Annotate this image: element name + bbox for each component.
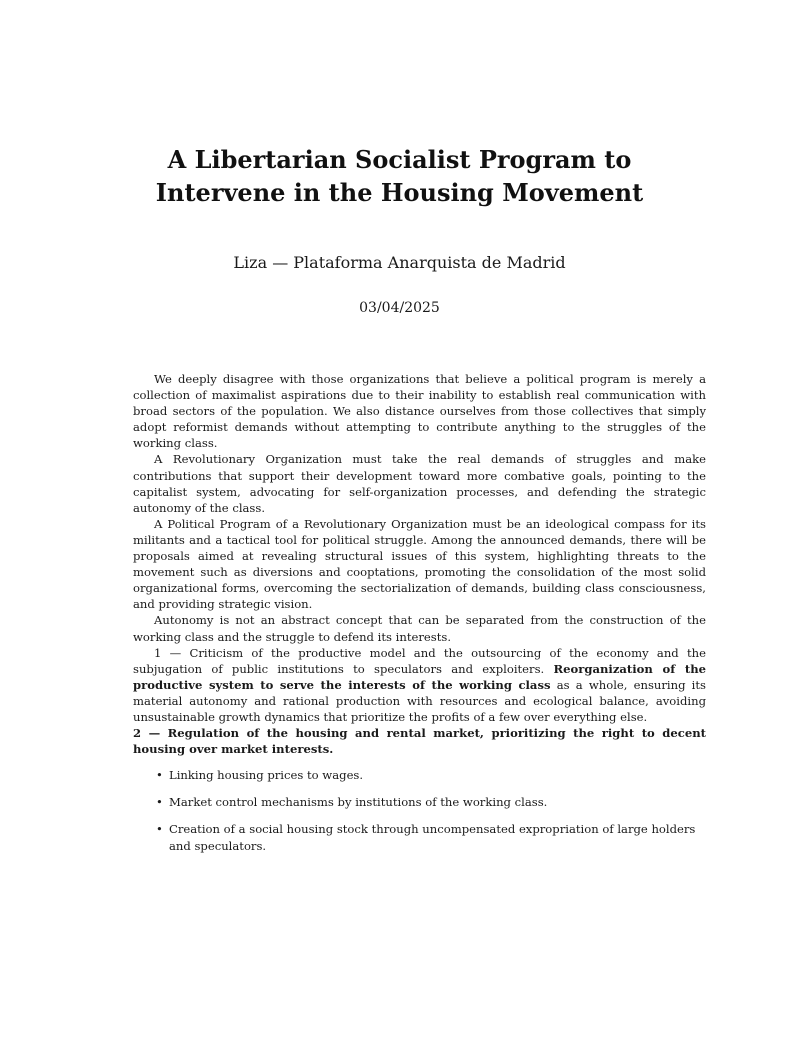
bullet-list <box>133 767 706 853</box>
paragraph-political-program: A Political Program of a Revolutionary Organization must be an ideological compass for its militants and a tactical tool for political struggle. Among the announced demands, there will be proposals aimed at revealing structural issues of this system, highlighting threats to the movement such as diversions and cooptations, promoting the consolidation of the most solid organizational forms, overcoming the sectorialization of demands, building class consciousness, and providing strategic vision. <box>133 516 706 612</box>
list-item <box>133 767 706 783</box>
document-title: A Libertarian Socialist Program to Intervene in the Housing Movement <box>155 145 644 207</box>
point-1-text-end: as a whole, ensuring its material autonomy and rational production with resources and ecological balance, avoiding unsustainable growth dynamics that prioritize the profits of a few over everything else. <box>133 677 707 724</box>
paragraph-revolutionary-organization: A Revolutionary Organization must take the real demands of struggles and make contributions that support their development toward more combative goals, pointing to the capitalist system, advocating for self-organization processes, and defending the strategic autonomy of the class. <box>133 452 706 515</box>
document-date: 03/04/2025 <box>359 300 440 316</box>
list-item <box>133 794 706 810</box>
paragraph-point-1 <box>133 645 706 725</box>
document-body <box>133 371 706 865</box>
paragraph-intro: We deeply disagree with those organizations that believe a political program is merely a collection of maximalist aspirations due to their inability to establish real communication with broad sectors of the population. We also distance ourselves from those collectives that simply adopt reformist demands without attempting to contribute anything to the struggles of the working class. <box>133 372 706 451</box>
bullet-icon: • <box>156 795 163 810</box>
bullet-icon: • <box>156 768 163 783</box>
document-author: Liza — Plataforma Anarquista de Madrid <box>233 253 566 272</box>
point-1-bold-text: Reorganization of the productive system to serve the interests of the working class <box>133 661 706 692</box>
list-item-text: Creation of a social housing stock through uncompensated expropriation of large holders and speculators. <box>169 822 696 853</box>
list-item-text: Market control mechanisms by institutions of the working class. <box>169 795 548 810</box>
paragraph-autonomy: Autonomy is not an abstract concept that can be separated from the construction of the working class and the struggle to defend its interests. <box>133 613 706 644</box>
paragraph-point-2: 2 — Regulation of the housing and rental market, prioritizing the right to decent housing over market interests. <box>133 726 706 757</box>
list-item-text: Linking housing prices to wages. <box>169 768 364 783</box>
point-1-text: 1 — Criticism of the productive model and the outsourcing of the economy and the subjugation of public institutions to speculators and exploiters. <box>133 645 706 676</box>
bullet-icon: • <box>156 822 163 837</box>
list-item <box>133 821 706 853</box>
